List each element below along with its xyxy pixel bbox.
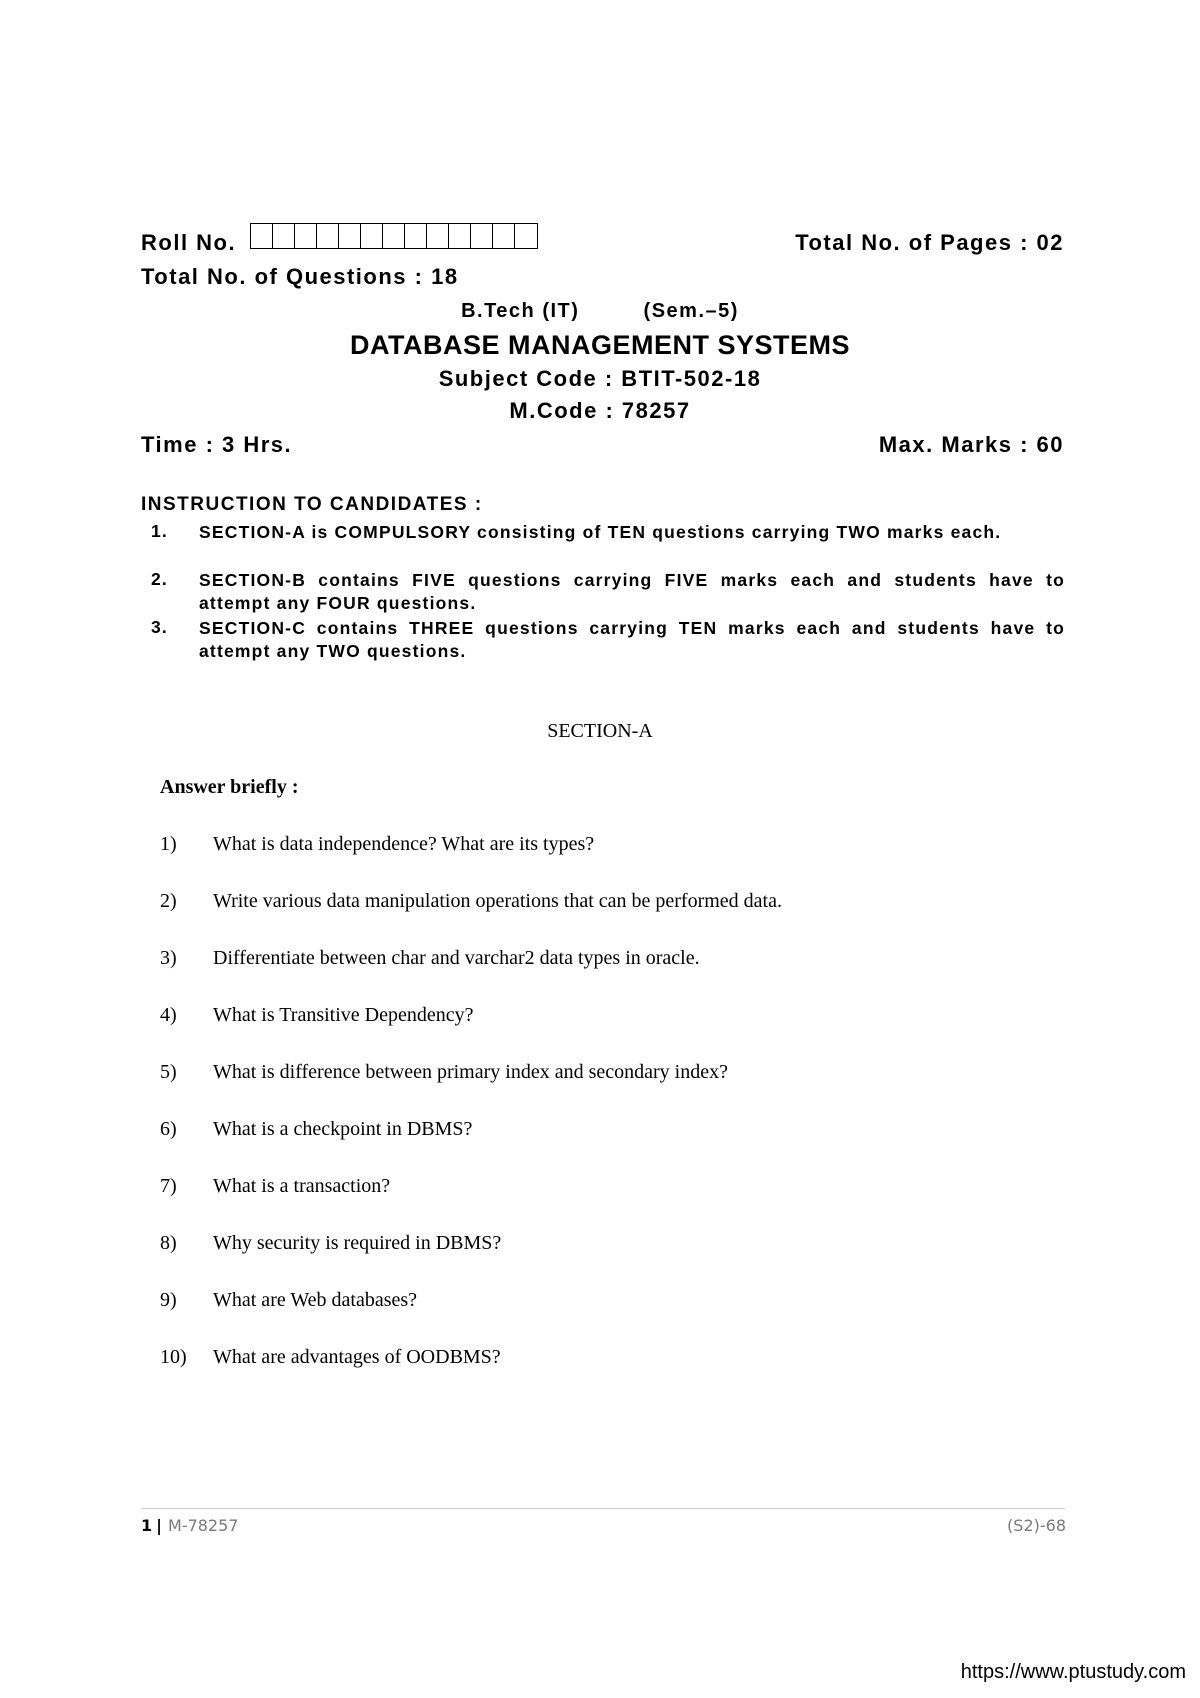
roll-number-box — [251, 224, 273, 248]
course-name: B.Tech (IT) — [461, 300, 580, 322]
question-text: What is a checkpoint in DBMS? — [213, 1118, 473, 1140]
paper-code: M-78257 — [167, 1516, 239, 1535]
question-text: Why security is required in DBMS? — [213, 1232, 502, 1254]
instruction-number: 1. — [151, 521, 168, 541]
question-text: Differentiate between char and varchar2 data types in oracle. — [213, 947, 700, 969]
question-number: 8) — [160, 1232, 177, 1254]
roll-number-box — [493, 224, 515, 248]
question-number: 7) — [160, 1175, 177, 1197]
roll-number-box — [339, 224, 361, 248]
question-text: What is difference between primary index and secondary index? — [213, 1061, 728, 1083]
question-number: 4) — [160, 1004, 177, 1026]
question-number: 3) — [160, 947, 177, 969]
footer-left — [141, 1516, 238, 1535]
roll-number-box — [273, 224, 295, 248]
question-number: 2) — [160, 890, 177, 912]
section-a-subheading: Answer briefly : — [160, 776, 299, 798]
exam-time: Time : 3 Hrs. — [141, 432, 293, 457]
instruction-number: 3. — [151, 617, 168, 637]
roll-number-box — [295, 224, 317, 248]
max-marks: Max. Marks : 60 — [878, 432, 1064, 457]
instruction-text: SECTION-A is COMPULSORY consisting of TEN questions carrying TWO marks each. — [199, 522, 1002, 542]
roll-number-box — [515, 224, 537, 248]
question-text: What is a transaction? — [213, 1175, 391, 1197]
roll-number-box — [427, 224, 449, 248]
question-text: Write various data manipulation operations that can be performed data. — [213, 890, 782, 912]
roll-number-box — [317, 224, 339, 248]
total-questions: Total No. of Questions : 18 — [141, 264, 459, 289]
semester: (Sem.–5) — [643, 300, 739, 322]
paper-title: DATABASE MANAGEMENT SYSTEMS — [349, 330, 850, 360]
m-code: M.Code : 78257 — [509, 398, 691, 423]
roll-number-box — [405, 224, 427, 248]
question-number: 5) — [160, 1061, 177, 1083]
question-number: 9) — [160, 1289, 177, 1311]
subject-code: Subject Code : BTIT-502-18 — [438, 366, 762, 391]
question-text: What is data independence? What are its types? — [213, 833, 595, 855]
roll-number-box — [383, 224, 405, 248]
instruction-text: SECTION-B contains FIVE questions carrying FIVE marks each and students have to attempt any FOUR questions. — [199, 570, 1065, 613]
footer-separator: | — [156, 1516, 162, 1535]
question-text: What is Transitive Dependency? — [213, 1004, 474, 1026]
question-text: What are advantages of OODBMS? — [213, 1346, 501, 1368]
page-number: 1 — [141, 1516, 153, 1535]
course-line — [0, 300, 1200, 323]
total-pages: Total No. of Pages : 02 — [795, 230, 1064, 255]
instruction-number: 2. — [151, 569, 168, 589]
question-text: What are Web databases? — [213, 1289, 418, 1311]
question-number: 10) — [160, 1346, 187, 1368]
instruction-text: SECTION-C contains THREE questions carrying TEN marks each and students have to attempt any TWO questions. — [199, 618, 1065, 661]
roll-number-box — [449, 224, 471, 248]
footer-divider — [141, 1508, 1065, 1509]
roll-number-label: Roll No. — [141, 230, 237, 255]
footer-right-code: (S2)-68 — [1007, 1516, 1066, 1535]
instructions-heading: INSTRUCTION TO CANDIDATES : — [141, 494, 483, 515]
question-number: 6) — [160, 1118, 177, 1140]
roll-number-boxes — [250, 223, 538, 249]
roll-number-box — [361, 224, 383, 248]
section-a-heading: SECTION-A — [547, 720, 653, 742]
roll-number-box — [471, 224, 493, 248]
question-number: 1) — [160, 833, 177, 855]
source-url[interactable]: https://www.ptustudy.com — [960, 1661, 1186, 1683]
